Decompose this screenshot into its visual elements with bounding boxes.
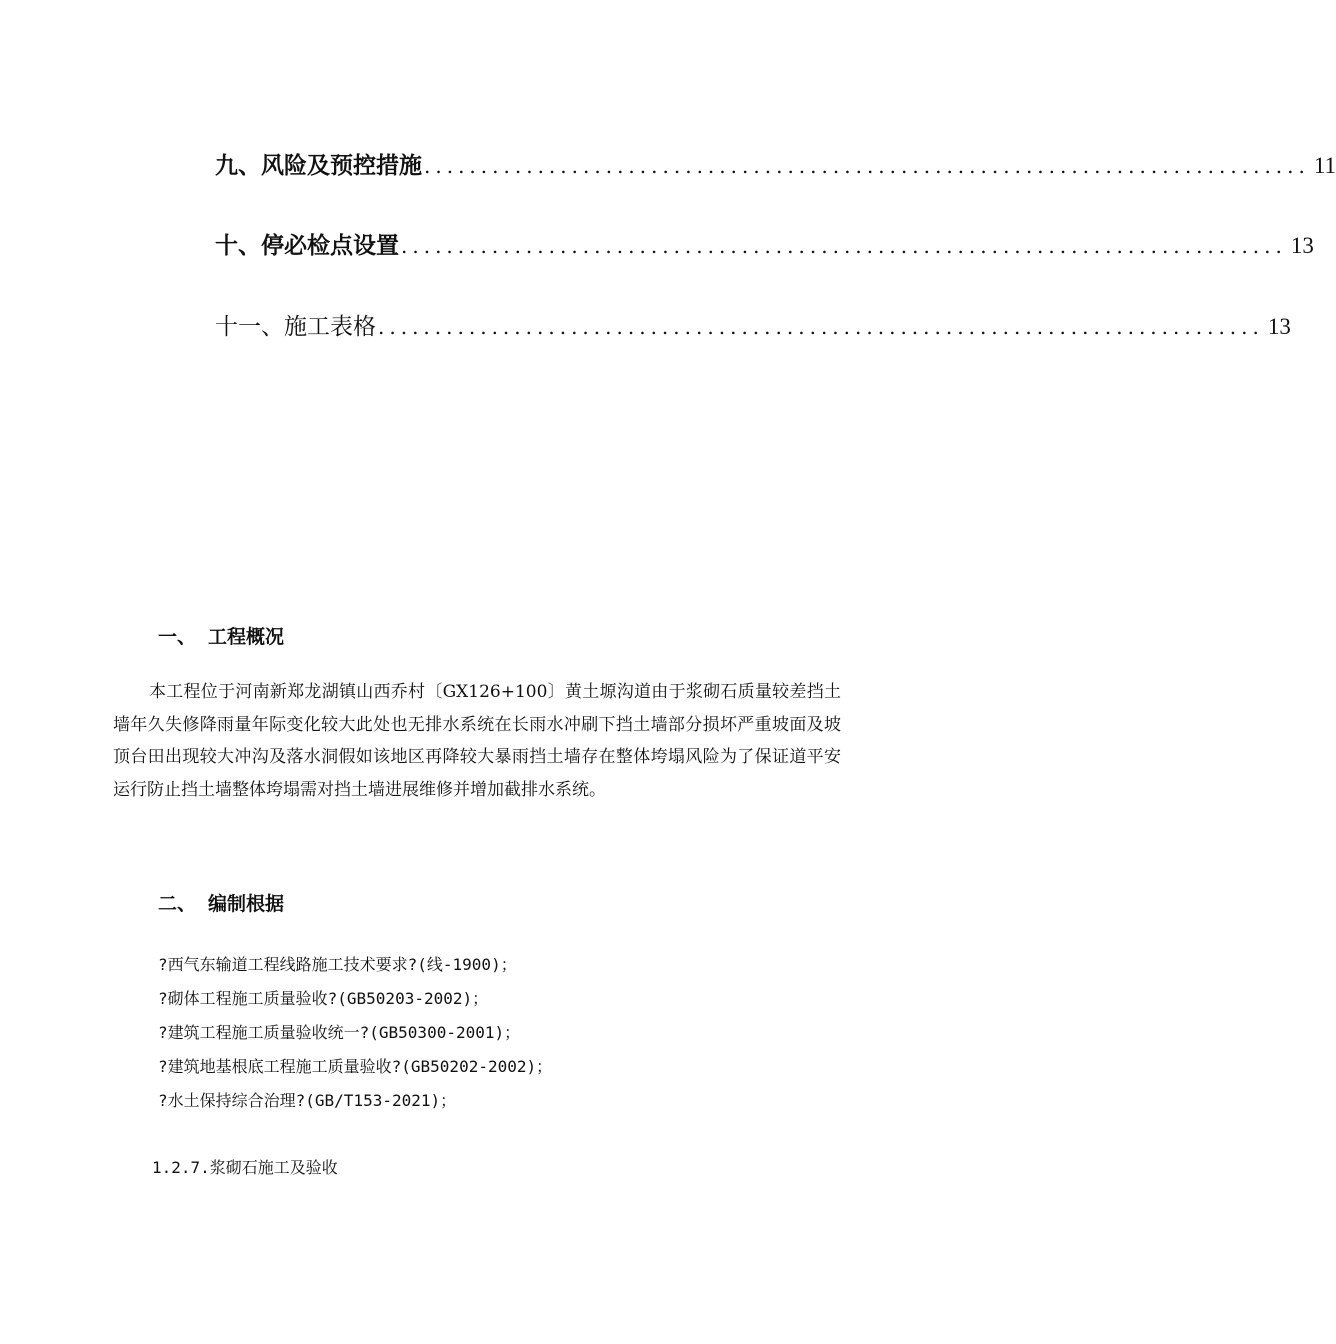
reference-list [158,948,552,1118]
toc-leader-dots: .............................................................................. [401,234,1287,258]
reference-item: ?水土保持综合治理?(GB/T153-2021)； [158,1091,457,1110]
section-heading-overview [158,622,284,649]
toc-leader-dots: .............................................................................. [424,154,1310,178]
section-title: 工程概况 [208,626,285,648]
section-heading-basis [158,889,284,916]
toc-page-number: 11 [1313,153,1336,178]
toc-label: 十、停必检点设置 [215,232,399,259]
reference-item: ?建筑工程施工质量验收统一?(GB50300-2001)； [158,1023,521,1042]
reference-item: ?砌体工程施工质量验收?(GB50203-2002)； [158,989,489,1008]
subsection-heading: 1.2.7.浆砌石施工及验收 [152,1158,338,1177]
overview-paragraph: 本工程位于河南新郑龙湖镇山西乔村〔GX126+100〕黄土塬沟道由于浆砌石质量较差挡土墙年久失修降雨量年际变化较大此处也无排水系统在长雨水冲刷下挡土墙部分损坏严重坡面及坡顶台田出现较大冲沟及落水洞假如该地区再降较大暴雨挡土墙存在整体垮塌风险为了保证道平安运行防止挡土墙整体垮塌需对挡土墙进展维修并增加截排水系统。 [113,682,841,800]
reference-item: ?建筑地基根底工程施工质量验收?(GB50202-2002)； [158,1057,553,1076]
toc-label: 十一、施工表格 [215,314,376,340]
toc-entry-9[interactable] [215,148,1336,184]
toc-page-number: 13 [1290,233,1314,258]
toc-label: 九、风险及预控措施 [215,152,422,179]
section-number: 二、 [158,893,197,915]
reference-item: ?西气东输道工程线路施工技术要求?(线-1900)； [158,955,517,974]
section-title: 编制根据 [208,893,285,915]
toc-page-number: 13 [1267,314,1291,339]
toc-entry-10[interactable] [215,228,1314,264]
toc-leader-dots: .............................................................................. [378,315,1264,339]
section-number: 一、 [158,626,197,648]
toc-entry-11[interactable] [215,309,1291,345]
